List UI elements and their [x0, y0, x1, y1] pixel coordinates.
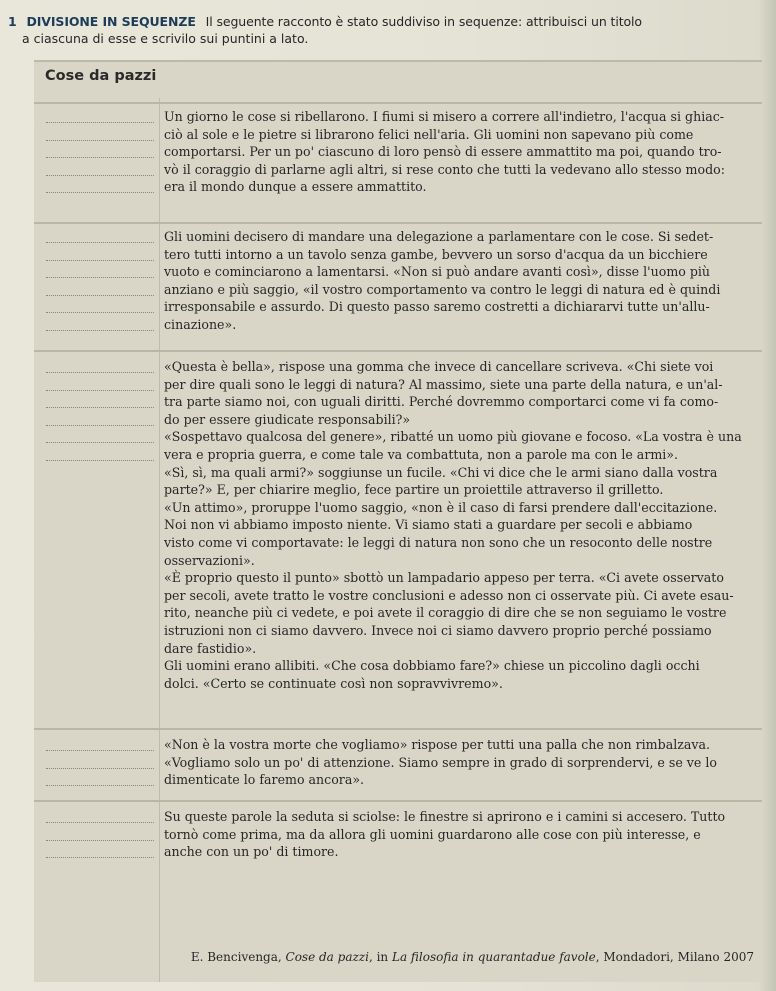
- title-answer-line[interactable]: [46, 822, 154, 823]
- story-line: vò il coraggio di parlarne agli altri, si rese conto che tutti la vedevano allo stesso modo:: [164, 161, 725, 177]
- story-line: «Questa è bella», rispose una gomma che invece di cancellare scriveva. «Chi siete voi: [164, 359, 714, 374]
- story-line: istruzioni non ci siamo davvero. Invece noi ci siamo davvero proprio perché possiamo: [164, 623, 712, 638]
- story-line: era il mondo dunque a essere ammattito.: [164, 179, 427, 195]
- title-answer-line[interactable]: [46, 175, 154, 176]
- story-line: Gli uomini erano allibiti. «Che cosa dobbiamo fare?» chiese un piccolino dagli occhi: [164, 658, 700, 674]
- story-line: vera e propria guerra, e come tale va combattuta, non a parole ma con le armi».: [164, 447, 679, 462]
- story-line: visto come vi comportavate: le leggi di natura non sono che un resoconto delle nostre: [164, 535, 713, 550]
- title-answer-line[interactable]: [46, 372, 154, 373]
- sequence-separator: [34, 102, 762, 104]
- story-line: dolci. «Certo se continuate così non sopravvivremo».: [164, 675, 503, 691]
- title-answer-line[interactable]: [46, 330, 154, 331]
- exercise-header: [8, 13, 770, 31]
- title-answer-line[interactable]: [46, 260, 154, 261]
- story-line: «Vogliamo solo un po' di attenzione. Siamo sempre in grado di sorprendervi, e se ve lo: [164, 754, 717, 770]
- story-line: parte?» E, per chiarire meglio, fece partire un proiettile attraverso il grilletto.: [164, 482, 664, 498]
- story-line: tornò come prima, ma da allora gli uomini guardarono alle cose con più interesse, e: [164, 826, 701, 842]
- story-line: tra parte siamo noi, con uguali diritti. Perché dovremmo comportarci come vi fa como-: [164, 394, 719, 410]
- story-title: Cose da pazzi: [45, 68, 157, 84]
- story-line: «Sì, sì, ma quali armi?» soggiunse un fucile. «Chi vi dice che le armi siano dalla vostra: [164, 464, 718, 480]
- sequence-separator: [34, 222, 762, 224]
- story-line: rito, neanche più ci vedete, e poi avete il coraggio di dire che se non seguiamo le vostre: [164, 605, 727, 621]
- story-line: dimenticate lo faremo ancora».: [164, 772, 365, 788]
- story-line: «Un attimo», proruppe l'uomo saggio, «non è il caso di farsi prendere dall'eccitazione.: [164, 499, 718, 515]
- story-line: do per essere giudicate responsabili?»: [164, 411, 411, 427]
- title-answer-line[interactable]: [46, 460, 154, 461]
- exercise-instruction-cont: a ciascuna di esse e scrivilo sui puntini a lato.: [22, 31, 309, 46]
- story-line: Gli uomini decisero di mandare una delegazione a parlamentare con le cose. Si sedet-: [164, 229, 714, 244]
- sequence-separator: [34, 800, 762, 802]
- title-answer-line[interactable]: [46, 750, 154, 751]
- column-divider: [159, 98, 160, 982]
- story-line: anziano e più saggio, «il vostro comportamento va contro le leggi di natura ed è quindi: [164, 281, 721, 297]
- title-answer-line[interactable]: [46, 157, 154, 158]
- title-answer-line[interactable]: [46, 785, 154, 786]
- story-line: «Non è la vostra morte che vogliamo» rispose per tutti una palla che non rimbalzava.: [164, 737, 710, 752]
- title-answer-line[interactable]: [46, 442, 154, 443]
- title-answer-line[interactable]: [46, 277, 154, 278]
- title-answer-line[interactable]: [46, 312, 154, 313]
- title-answer-line[interactable]: [46, 192, 154, 193]
- story-line: per dire quali sono le leggi di natura? Al massimo, siete una parte della natura, e un'al-: [164, 376, 723, 392]
- story-line: per secoli, avete tratto le vostre conclusioni e adesso non ci osservate più. Ci avete esau-: [164, 587, 734, 603]
- story-line: Noi non vi abbiamo imposto niente. Vi siamo stati a guardare per secoli e abbiamo: [164, 517, 693, 533]
- title-answer-line[interactable]: [46, 140, 154, 141]
- title-answer-line[interactable]: [46, 295, 154, 296]
- story-box: [34, 60, 762, 982]
- story-line: anche con un po' di timore.: [164, 844, 339, 860]
- title-answer-line[interactable]: [46, 425, 154, 426]
- title-answer-line[interactable]: [46, 857, 154, 858]
- title-answer-line[interactable]: [46, 122, 154, 123]
- story-line: Un giorno le cose si ribellarono. I fiumi si misero a correre all'indietro, l'acqua si ghiac-: [164, 109, 725, 124]
- story-line: «È proprio questo il punto» sbottò un lampadario appeso per terra. «Ci avete osservato: [164, 570, 724, 586]
- exercise-title: DIVISIONE IN SEQUENZE: [26, 14, 196, 29]
- story-line: tero tutti intorno a un tavolo senza gambe, bevvero un sorso d'acqua da un bicchiere: [164, 246, 708, 262]
- story-line: «Sospettavo qualcosa del genere», ribatté un uomo più giovane e focoso. «La vostra è una: [164, 429, 742, 445]
- exercise-instruction: Il seguente racconto è stato suddiviso in sequenze: attribuisci un titolo: [205, 14, 642, 29]
- sequence-separator: [34, 728, 762, 730]
- title-answer-line[interactable]: [46, 768, 154, 769]
- title-answer-line[interactable]: [46, 242, 154, 243]
- story-line: cinazione».: [164, 317, 237, 332]
- story-line: osservazioni».: [164, 552, 255, 568]
- exercise-number: 1: [8, 14, 17, 29]
- story-line: dare fastidio».: [164, 640, 257, 656]
- story-line: irresponsabile e assurdo. Di questo passo saremo costretti a dichiararvi tutte un'allu-: [164, 299, 710, 315]
- source-credit: E. Bencivenga, Cose da pazzi, in La filosofia in quarantadue favole, Mondadori, Milano 2007: [190, 950, 754, 964]
- title-answer-line[interactable]: [46, 407, 154, 408]
- story-line: vuoto e cominciarono a lamentarsi. «Non si può andare avanti così», disse l'uomo più: [164, 264, 711, 280]
- title-answer-line[interactable]: [46, 840, 154, 841]
- story-line: comportarsi. Per un po' ciascuno di loro pensò di essere ammattito ma poi, quando tro-: [164, 144, 722, 160]
- title-answer-line[interactable]: [46, 390, 154, 391]
- sequence-separator: [34, 350, 762, 352]
- story-line: ciò al sole e le pietre si librarono felici nell'aria. Gli uomini non sapevano più come: [164, 126, 694, 142]
- story-line: Su queste parole la seduta si sciolse: le finestre si aprirono e i camini si accesero. Tutto: [164, 809, 726, 824]
